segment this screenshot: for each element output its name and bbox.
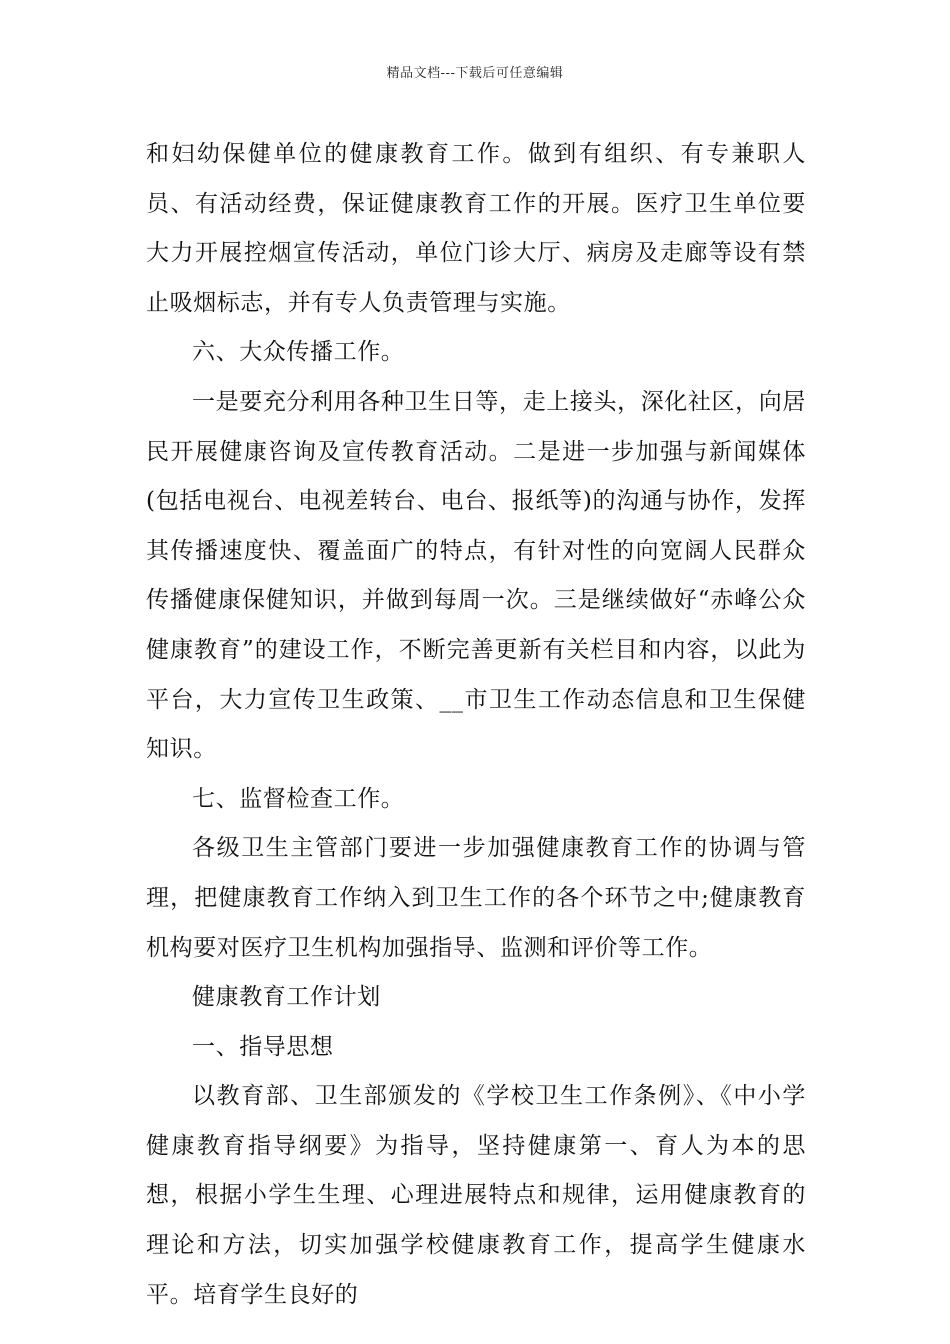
page-header: 精品文档---下载后可任意编辑 [386, 66, 564, 81]
document-body [146, 130, 806, 1320]
section-heading-supervision: 七、监督检查工作。 [192, 785, 405, 812]
paragraph-supervision: 各级卫生主管部门要进一步加强健康教育工作的协调与管理，把健康教育工作纳入到卫生工作的各个环节之中;健康教育机构要对医疗卫生机构加强指导、监测和评价等工作。 [146, 835, 806, 961]
paragraph-guiding-ideology: 以教育部、卫生部颁发的《学校卫生工作条例》、《中小学健康教育指导纲要》为指导，坚持健康第一、育人为本的思想，根据小学生生理、心理进展特点和规律，运用健康教育的理论和方法，切实加强学校健康教育工作，提高学生健康水平。培育学生良好的 [146, 1083, 806, 1308]
document-subtitle: 健康教育工作计划 [192, 984, 381, 1011]
section-heading-guiding-ideology: 一、指导思想 [192, 1033, 334, 1060]
paragraph-mass-communication: 一是要充分利用各种卫生日等，走上接头，深化社区，向居民开展健康咨询及宣传教育活动。二是进一步加强与新闻媒体(包括电视台、电视差转台、电台、报纸等)的沟通与协作，发挥其传播速度快、覆盖面广的特点，有针对性的向宽阔人民群众传播健康保健知识，并做到每周一次。三是继续做好“赤峰公众健康教育”的建设工作，不断完善更新有关栏目和内容，以此为平台，大力宣传卫生政策、__市卫生工作动态信息和卫生保健知识。 [146, 388, 806, 763]
section-heading-mass-communication: 六、大众传播工作。 [192, 339, 405, 366]
paragraph-continuation: 和妇幼保健单位的健康教育工作。做到有组织、有专兼职人员、有活动经费，保证健康教育工作的开展。医疗卫生单位要大力开展控烟宣传活动，单位门诊大厅、病房及走廊等设有禁止吸烟标志，并有专人负责管理与实施。 [146, 141, 806, 316]
